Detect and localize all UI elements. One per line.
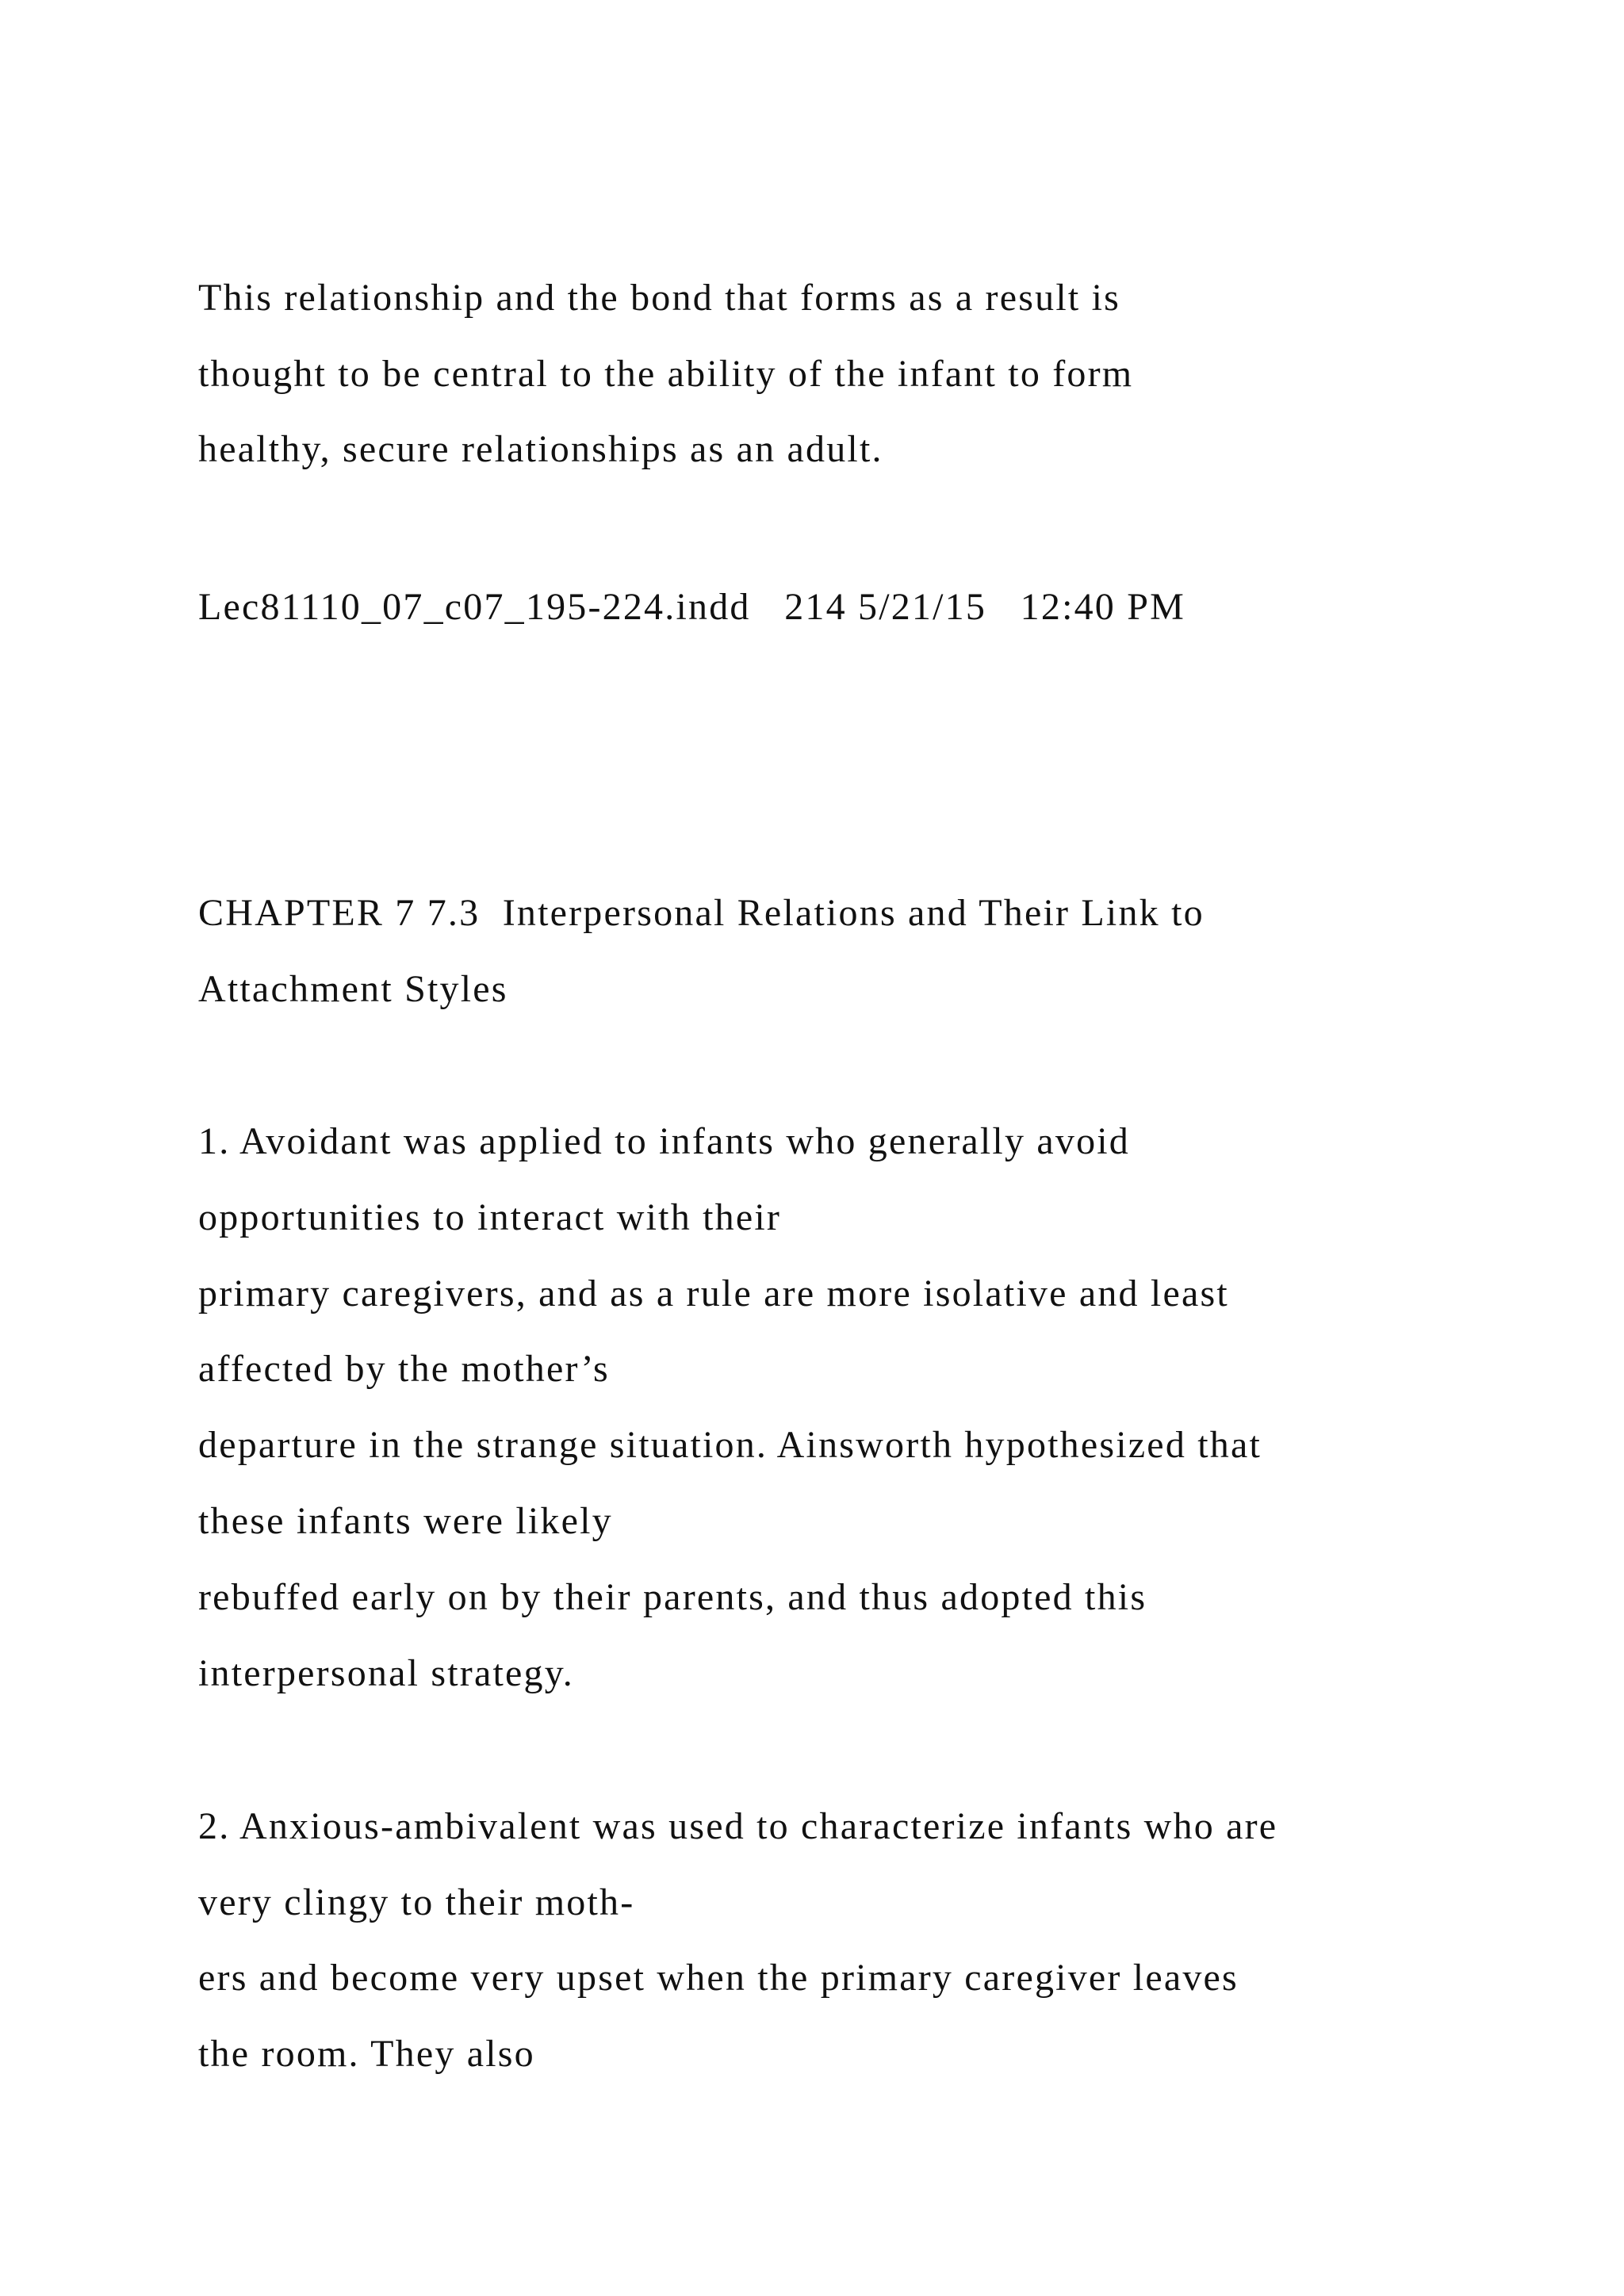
text-line: these infants were likely: [198, 1500, 613, 1542]
text-line: This relationship and the bond that forms as a result is: [198, 277, 1121, 319]
file-slug: Lec81110_07_c07_195-224.indd 214 5/21/15 12:40 PM: [198, 586, 1185, 628]
text-line: ers and become very upset when the primary caregiver leaves: [198, 1957, 1239, 1999]
text-line: rebuffed early on by their parents, and thus adopted this: [198, 1576, 1147, 1618]
text-line: 1. Avoidant was applied to infants who generally avoid: [198, 1120, 1131, 1162]
text-line: 2. Anxious-ambivalent was used to characterize infants who are: [198, 1805, 1278, 1847]
text-line: the room. They also: [198, 2033, 535, 2075]
heading-line: Attachment Styles: [198, 968, 508, 1010]
text-line: very clingy to their moth-: [198, 1881, 635, 1923]
text-line: interpersonal strategy.: [198, 1652, 574, 1694]
text-line: healthy, secure relationships as an adult.: [198, 428, 883, 470]
heading-line: CHAPTER 7 7.3 Interpersonal Relations and Their Link to: [198, 892, 1205, 934]
text-line: departure in the strange situation. Ainsworth hypothesized that: [198, 1424, 1262, 1466]
text-line: affected by the mother’s: [198, 1348, 610, 1390]
text-line: opportunities to interact with their: [198, 1196, 782, 1238]
text-line: primary caregivers, and as a rule are more isolative and least: [198, 1272, 1229, 1314]
text-line: thought to be central to the ability of the infant to form: [198, 353, 1134, 395]
